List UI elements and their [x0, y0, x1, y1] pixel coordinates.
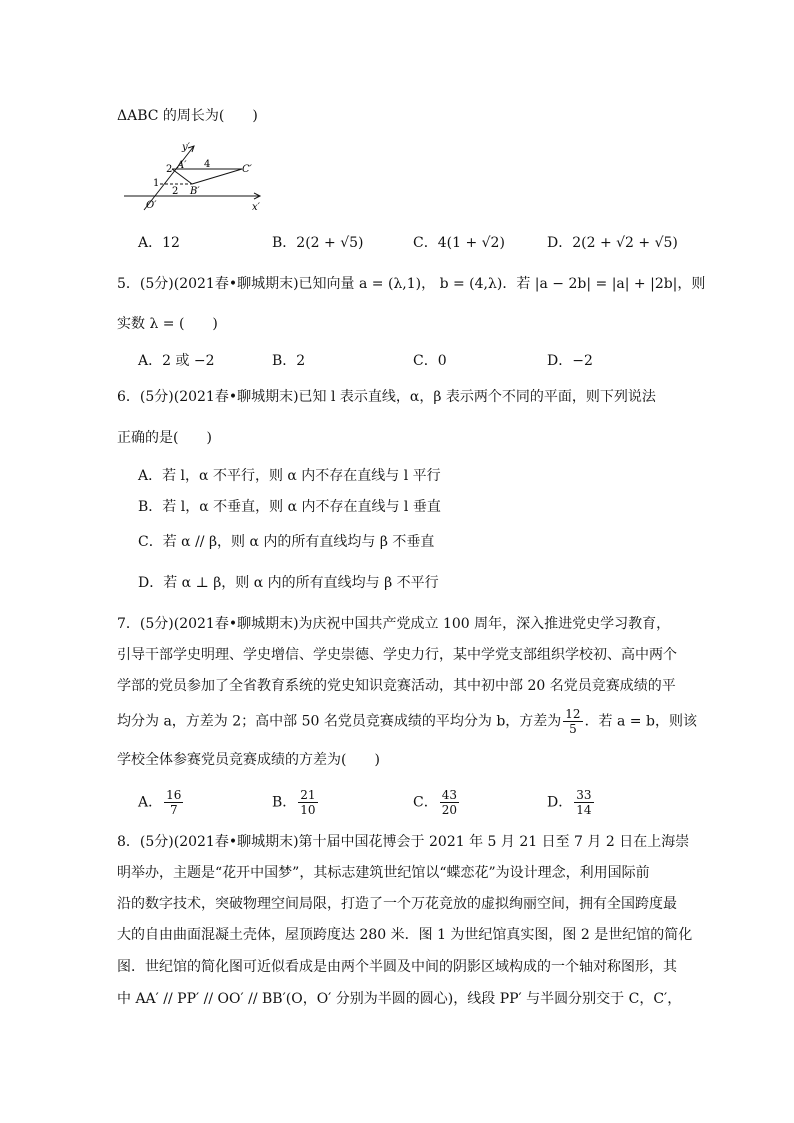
option-label: B． [272, 794, 297, 811]
fraction-denominator: 5 [569, 722, 577, 736]
q5-line-2: 实数 λ = ( ) [117, 316, 218, 332]
q5-option-d[interactable]: D．−2 [547, 353, 593, 369]
q7-line-2: 引导干部学史明理、学史增信、学史崇德、学史力行，某中学党支部组织学校初、高中两个 [117, 647, 677, 663]
fraction-numerator: 33 [576, 788, 592, 802]
y-axis-label: y′ [182, 142, 190, 153]
fraction-denominator: 10 [300, 803, 316, 817]
q7-option-a[interactable] [138, 788, 185, 817]
q5-option-c[interactable]: C．0 [413, 353, 447, 369]
option-label: D． [547, 794, 573, 811]
q7-line-3: 学部的党员参加了全省教育系统的党史知识竞赛活动，其中初中部 20 名党员竞赛成绩的平 [117, 678, 676, 694]
q8-line-5: 图．世纪馆的简化图可近似看成是由两个半圆及中间的阴影区域构成的一个轴对称图形，其 [117, 959, 677, 975]
q6-line-1: 6．(5分)(2021春•聊城期末)已知 l 表示直线，α，β 表示两个不同的平面，则下列说法 [117, 389, 656, 405]
option-fraction [440, 788, 459, 817]
option-fraction [298, 788, 317, 817]
fraction-denominator: 14 [576, 803, 592, 817]
q7-option-d[interactable] [547, 788, 596, 817]
tick-1-label: 1 [153, 178, 160, 189]
q4-option-b[interactable]: B．2(2 + √5) [272, 235, 364, 251]
q6-option-b[interactable]: B．若 l，α 不垂直，则 α 内不存在直线与 l 垂直 [138, 499, 441, 515]
q5-option-b[interactable]: B．2 [272, 353, 306, 369]
q7-line-5: 学校全体参赛党员竞赛成绩的方差为( ) [117, 752, 380, 768]
q7-line-4-start: 均分为 a，方差为 2；高中部 50 名党员竞赛成绩的平均分为 b，方差为 [117, 713, 562, 730]
q6-option-c[interactable]: C．若 α // β，则 α 内的所有直线均与 β 不垂直 [138, 534, 435, 550]
fraction-numerator: 43 [441, 788, 457, 802]
q6-option-a[interactable]: A．若 l，α 不平行，则 α 内不存在直线与 l 平行 [138, 468, 441, 484]
option-label: A． [138, 794, 163, 811]
axis-lines [124, 146, 260, 210]
q8-line-4: 大的自由曲面混凝土壳体，屋顶跨度达 280 米．图 1 为世纪馆真实图，图 2 是世纪馆的简化 [117, 927, 693, 943]
q6-line-2: 正确的是( ) [117, 430, 212, 446]
q4-option-c[interactable]: C．4(1 + √2) [413, 235, 505, 251]
q4-option-a[interactable]: A．12 [138, 235, 180, 251]
fraction-denominator: 20 [441, 803, 457, 817]
segment-4-label: 4 [204, 159, 211, 170]
q8-line-6: 中 AA′ // PP′ // OO′ // BB′(O，O′ 分别为半圆的圆心)，线段 PP′ 与半圆分别交于 C，C′， [117, 991, 682, 1007]
fraction-denominator: 7 [169, 803, 178, 817]
q8-line-3: 沿的数字技术，突破物理空间局限，打造了一个万花竞放的虚拟绚丽空间，拥有全国跨度最 [117, 896, 677, 912]
q8-line-1: 8．(5分)(2021春•聊城期末)第十届中国花博会于 2021 年 5 月 21 日至 7 月 2 日在上海崇 [117, 834, 690, 850]
fraction-numerator: 12 [565, 707, 581, 721]
q5-line-1: 5．(5分)(2021春•聊城期末)已知向量 a = (λ,1)， b = (4,λ)．若 |a − 2b| = |a| + |2b|，则 [117, 276, 706, 292]
q7-line-1: 7．(5分)(2021春•聊城期末)为庆祝中国共产党成立 100 周年，深入推进党史学习教育， [117, 616, 671, 632]
q7-line-4 [117, 707, 697, 736]
point-c-label: C′ [242, 164, 252, 175]
q7-option-b[interactable] [272, 788, 320, 817]
q7-option-c[interactable] [413, 788, 461, 817]
option-fraction [164, 788, 183, 817]
q7-line-4-end: ．若 a = b，则该 [584, 713, 697, 730]
fraction-numerator: 21 [300, 788, 316, 802]
q4-stem: ΔABC 的周长为( ) [117, 108, 258, 124]
option-fraction [574, 788, 593, 817]
fraction-numerator: 16 [166, 788, 182, 802]
q8-line-2: 明举办，主题是“花开中国梦”，其标志建筑世纪馆以“蝶恋花”为设计理念，利用国际前 [117, 865, 650, 881]
q7-variance-fraction [563, 707, 582, 736]
point-b-label: B′ [190, 186, 200, 197]
origin-label: O′ [146, 200, 157, 211]
q6-option-d[interactable]: D．若 α ⊥ β，则 α 内的所有直线均与 β 不平行 [138, 575, 439, 591]
x-axis-label: x′ [252, 202, 260, 213]
option-label: C． [413, 794, 438, 811]
q4-option-d[interactable]: D．2(2 + √2 + √5) [547, 235, 678, 251]
segment-2-label: 2 [172, 186, 179, 197]
tick-2-label: 2 [166, 164, 173, 175]
q5-option-a[interactable]: A．2 或 −2 [138, 353, 215, 369]
oblique-triangle-figure [122, 138, 272, 214]
point-a-label: A′ [177, 160, 187, 171]
